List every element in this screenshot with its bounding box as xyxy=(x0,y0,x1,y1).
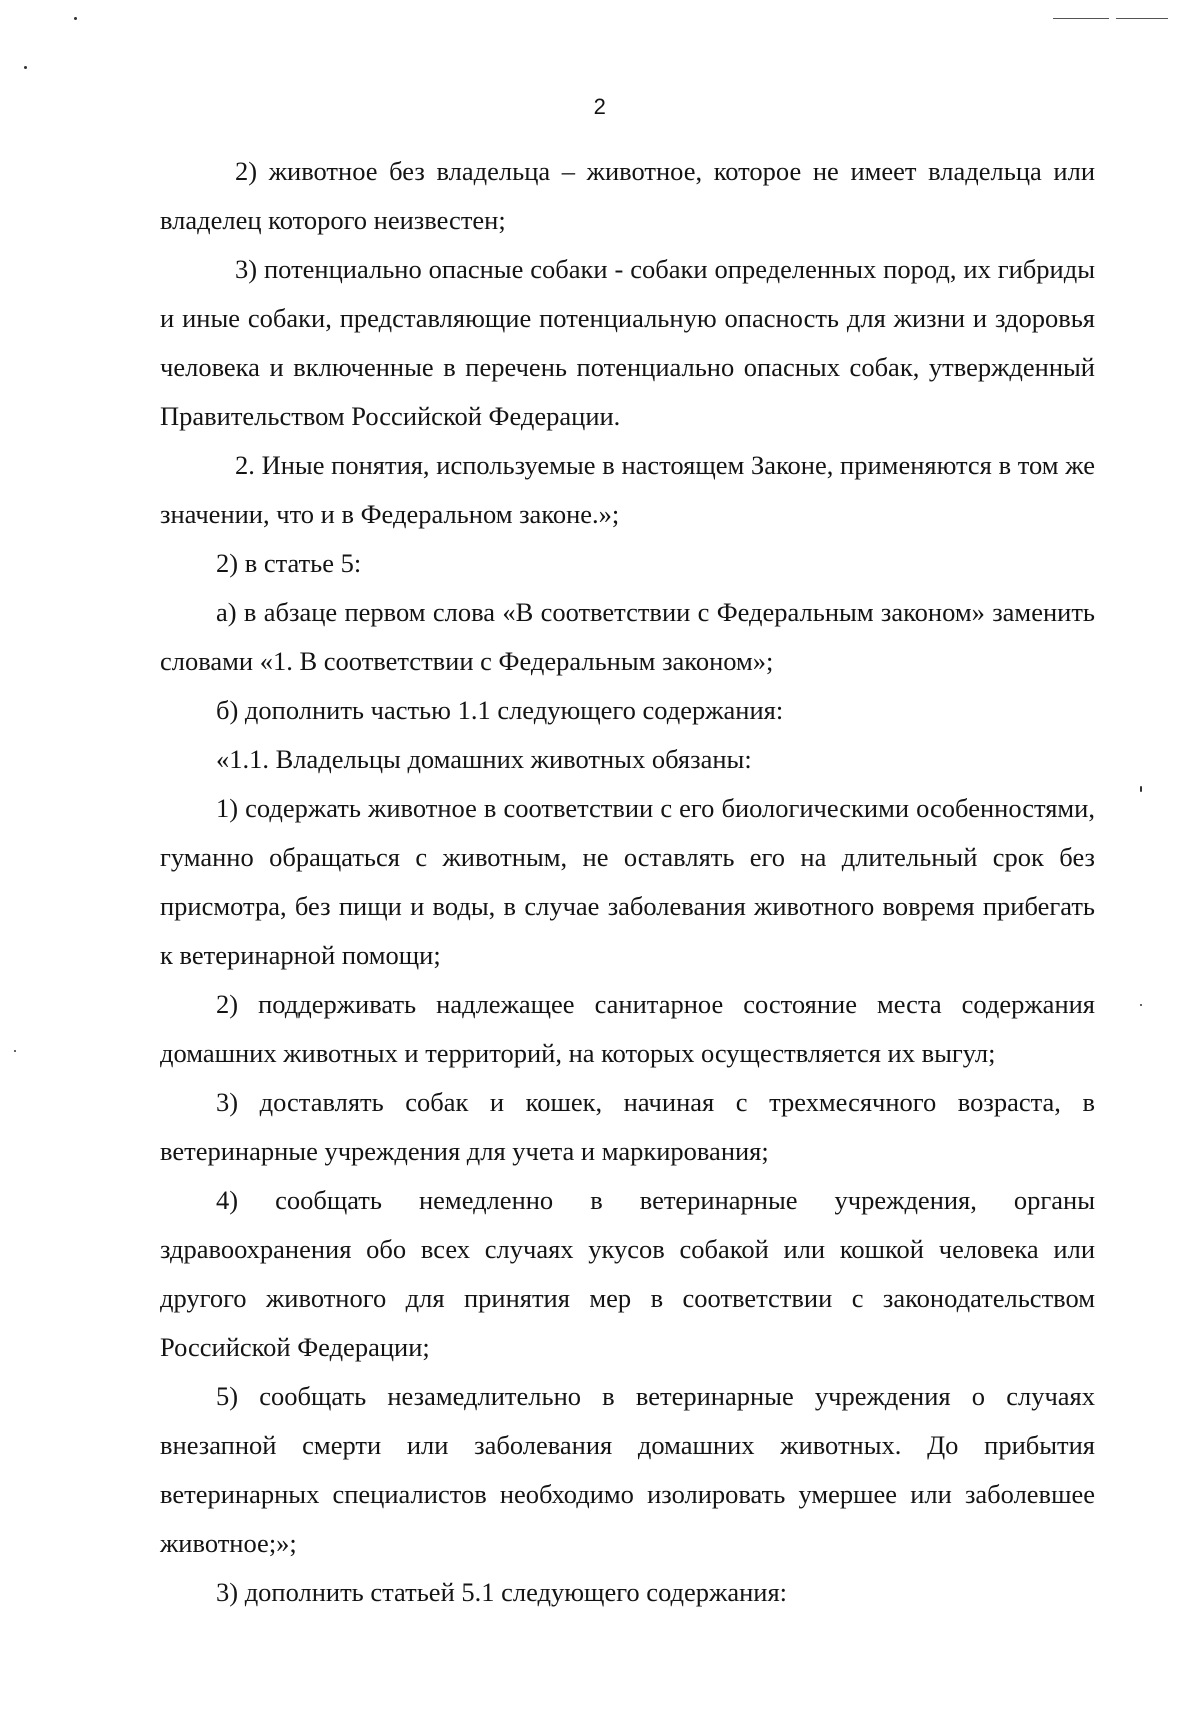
paragraph-obligation-5: 5) сообщать незамедлительно в ветеринарные учреждения о случаях внезапной смерти или заболевания домашних животных. До прибытия ветеринарных специалистов необходимо изолировать умершее или заболевшее животное;»; xyxy=(160,1381,1095,1558)
paragraph-definition-2: 2) животное без владельца – животное, которое не имеет владельца или владелец которого неизвестен; xyxy=(160,156,1095,235)
paragraph-definition-3: 3) потенциально опасные собаки - собаки определенных пород, их гибриды и иные собаки, представляющие потенциальную опасность для жизни и здоровья человека и включенные в перечень потенциально опасных собак, утвержденный Правительством Российской Федерации. xyxy=(160,254,1095,431)
paragraph-amendment-b: б) дополнить частью 1.1 следующего содержания: xyxy=(216,695,784,725)
paragraph-obligation-4: 4) сообщать немедленно в ветеринарные учреждения, органы здравоохранения обо всех случаях укусов собакой или кошкой человека или другого животного для принятия мер в соответствии с законодательством Российской Федерации; xyxy=(160,1185,1095,1362)
page-number: 2 xyxy=(593,94,607,119)
paragraph-article-5-1-heading: 3) дополнить статьей 5.1 следующего содержания: xyxy=(216,1577,788,1607)
paragraph-obligation-1: 1) содержать животное в соответствии с его биологическими особенностями, гуманно обращаться с животным, не оставлять его на длительный срок без присмотра, без пищи и воды, в случае заболевания животного вовремя прибегать к ветеринарной помощи; xyxy=(160,793,1095,970)
document-body xyxy=(160,147,1095,1617)
paragraph-obligation-3: 3) доставлять собак и кошек, начиная с трехмесячного возраста, в ветеринарные учреждения для учета и маркирования; xyxy=(160,1087,1095,1166)
scan-speck xyxy=(74,17,77,20)
scan-speck xyxy=(14,1050,16,1052)
paragraph-amendment-a: а) в абзаце первом слова «В соответствии с Федеральным законом» заменить словами «1. В соответствии с Федеральным законом»; xyxy=(160,597,1095,676)
paragraph-obligation-2: 2) поддерживать надлежащее санитарное состояние места содержания домашних животных и территорий, на которых осуществляется их выгул; xyxy=(160,989,1095,1068)
scan-rule-mark xyxy=(1116,18,1168,19)
paragraph-owners-obligations-heading: «1.1. Владельцы домашних животных обязаны: xyxy=(216,744,752,774)
scan-speck xyxy=(1140,1004,1142,1006)
paragraph-article-5-heading: 2) в статье 5: xyxy=(216,548,362,578)
paragraph-item-2-terms: 2. Иные понятия, используемые в настоящем Законе, применяются в том же значении, что и в Федеральном законе.»; xyxy=(160,450,1095,529)
scan-rule-mark xyxy=(1053,18,1109,19)
scan-speck xyxy=(24,66,27,69)
scan-speck xyxy=(1140,786,1142,792)
